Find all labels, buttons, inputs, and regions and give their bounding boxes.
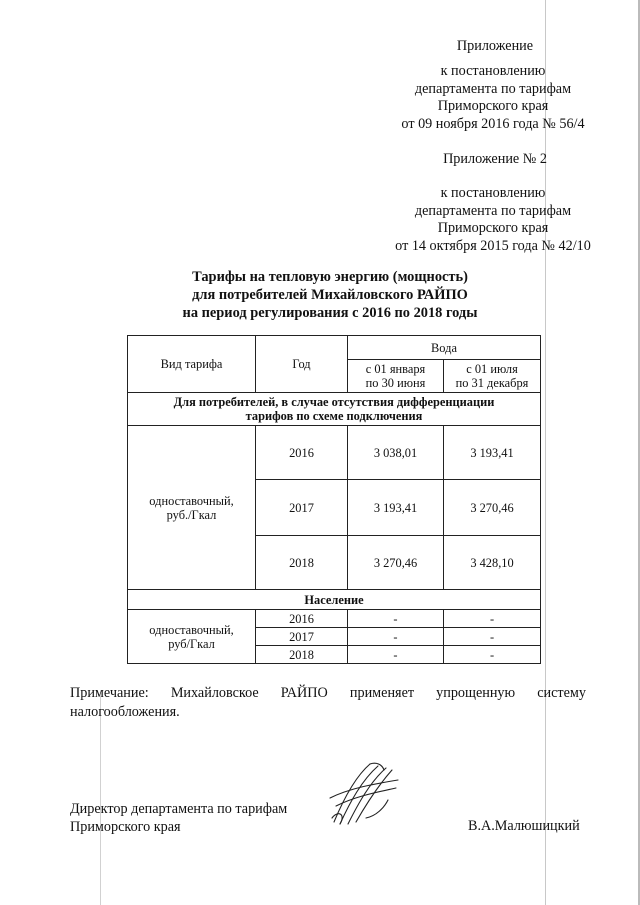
cell-value: - bbox=[444, 610, 541, 628]
header-line: от 09 ноября 2016 года № 56/4 bbox=[401, 115, 585, 132]
note-word: упрощенную bbox=[436, 685, 516, 701]
cell-value: 3 193,41 bbox=[348, 480, 444, 536]
scan-line bbox=[100, 690, 101, 905]
period-1-line: с 01 января bbox=[365, 362, 426, 376]
cell-value: 3 270,46 bbox=[444, 480, 541, 536]
period-2-line: по 31 декабря bbox=[455, 376, 529, 390]
title-line: для потребителей Михайловского РАЙПО bbox=[192, 287, 468, 303]
note-word: Михайловское bbox=[170, 685, 259, 701]
section1-title bbox=[128, 393, 541, 426]
header-water: Вода bbox=[348, 336, 541, 360]
section-title-row bbox=[128, 393, 541, 426]
cell-value: 3 038,01 bbox=[348, 426, 444, 480]
handwritten-signature bbox=[326, 758, 402, 830]
header-line: департамента по тарифам bbox=[414, 202, 572, 219]
header-appendix-lines bbox=[368, 63, 618, 133]
cell-value: 3 270,46 bbox=[348, 536, 444, 590]
position-line: Приморского края bbox=[70, 818, 181, 835]
header-line: к постановлению bbox=[440, 63, 546, 79]
tariff-type-line: руб/Гкал bbox=[168, 636, 215, 651]
header-appendix2-title: Приложение № 2 bbox=[443, 151, 547, 167]
cell-year: 2016 bbox=[256, 426, 348, 480]
tariff-type-line: одноставочный, bbox=[149, 493, 234, 508]
header-tariff-type: Вид тарифа bbox=[128, 336, 256, 393]
note-line-1 bbox=[70, 684, 586, 703]
section2-title: Население bbox=[128, 590, 541, 610]
section2-tariff-type bbox=[128, 610, 256, 664]
header-appendix-title: Приложение bbox=[456, 38, 534, 54]
tariff-type-line: одноставочный, bbox=[149, 622, 234, 637]
header-line: департамента по тарифам bbox=[414, 80, 572, 97]
cell-year: 2018 bbox=[256, 536, 348, 590]
period-2-line: с 01 июля bbox=[466, 362, 518, 376]
cell-year: 2018 bbox=[256, 646, 348, 664]
header-appendix bbox=[400, 38, 590, 56]
header-period-1 bbox=[348, 360, 444, 393]
cell-year: 2017 bbox=[256, 480, 348, 536]
header-year: Год bbox=[256, 336, 348, 393]
section1-tariff-type bbox=[128, 426, 256, 590]
cell-value: 3 428,10 bbox=[444, 536, 541, 590]
scan-line bbox=[545, 0, 546, 905]
table-row bbox=[128, 610, 541, 628]
section-title-row bbox=[128, 590, 541, 610]
header-appendix2-lines bbox=[363, 185, 623, 255]
cell-value: - bbox=[444, 628, 541, 646]
title-line: на период регулирования с 2016 по 2018 годы bbox=[182, 305, 478, 321]
signatory-name: В.А.Малюшицкий bbox=[468, 818, 580, 834]
table-row bbox=[128, 426, 541, 480]
signatory-position bbox=[70, 801, 287, 836]
header-line: от 14 октября 2015 года № 42/10 bbox=[395, 237, 591, 254]
note-word: Примечание: bbox=[70, 685, 149, 701]
period-1-line: по 30 июня bbox=[365, 376, 426, 390]
cell-value: - bbox=[348, 610, 444, 628]
position-line: Директор департамента по тарифам bbox=[70, 801, 288, 817]
header-appendix2 bbox=[400, 151, 590, 169]
document-title bbox=[120, 268, 540, 322]
note-line-2: налогообложения. bbox=[70, 704, 180, 720]
tariff-table bbox=[127, 335, 541, 664]
header-line: к постановлению bbox=[440, 185, 546, 201]
section1-title-line: тарифов по схеме подключения bbox=[245, 409, 423, 423]
cell-year: 2016 bbox=[256, 610, 348, 628]
header-line: Приморского края bbox=[437, 98, 549, 114]
note-word: систему bbox=[537, 685, 586, 701]
table-header-row bbox=[128, 336, 541, 360]
note bbox=[70, 684, 586, 722]
cell-value: 3 193,41 bbox=[444, 426, 541, 480]
title-line: Тарифы на тепловую энергию (мощность) bbox=[192, 269, 468, 285]
section1-title-line: Для потребителей, в случае отсутствия дифференциации bbox=[173, 395, 495, 409]
cell-value: - bbox=[348, 628, 444, 646]
note-word: РАЙПО bbox=[280, 685, 328, 701]
header-line: Приморского края bbox=[437, 220, 549, 236]
header-period-2 bbox=[444, 360, 541, 393]
tariff-type-line: руб./Гкал bbox=[166, 507, 217, 522]
cell-value: - bbox=[348, 646, 444, 664]
cell-value: - bbox=[444, 646, 541, 664]
cell-year: 2017 bbox=[256, 628, 348, 646]
note-word: применяет bbox=[349, 685, 415, 701]
